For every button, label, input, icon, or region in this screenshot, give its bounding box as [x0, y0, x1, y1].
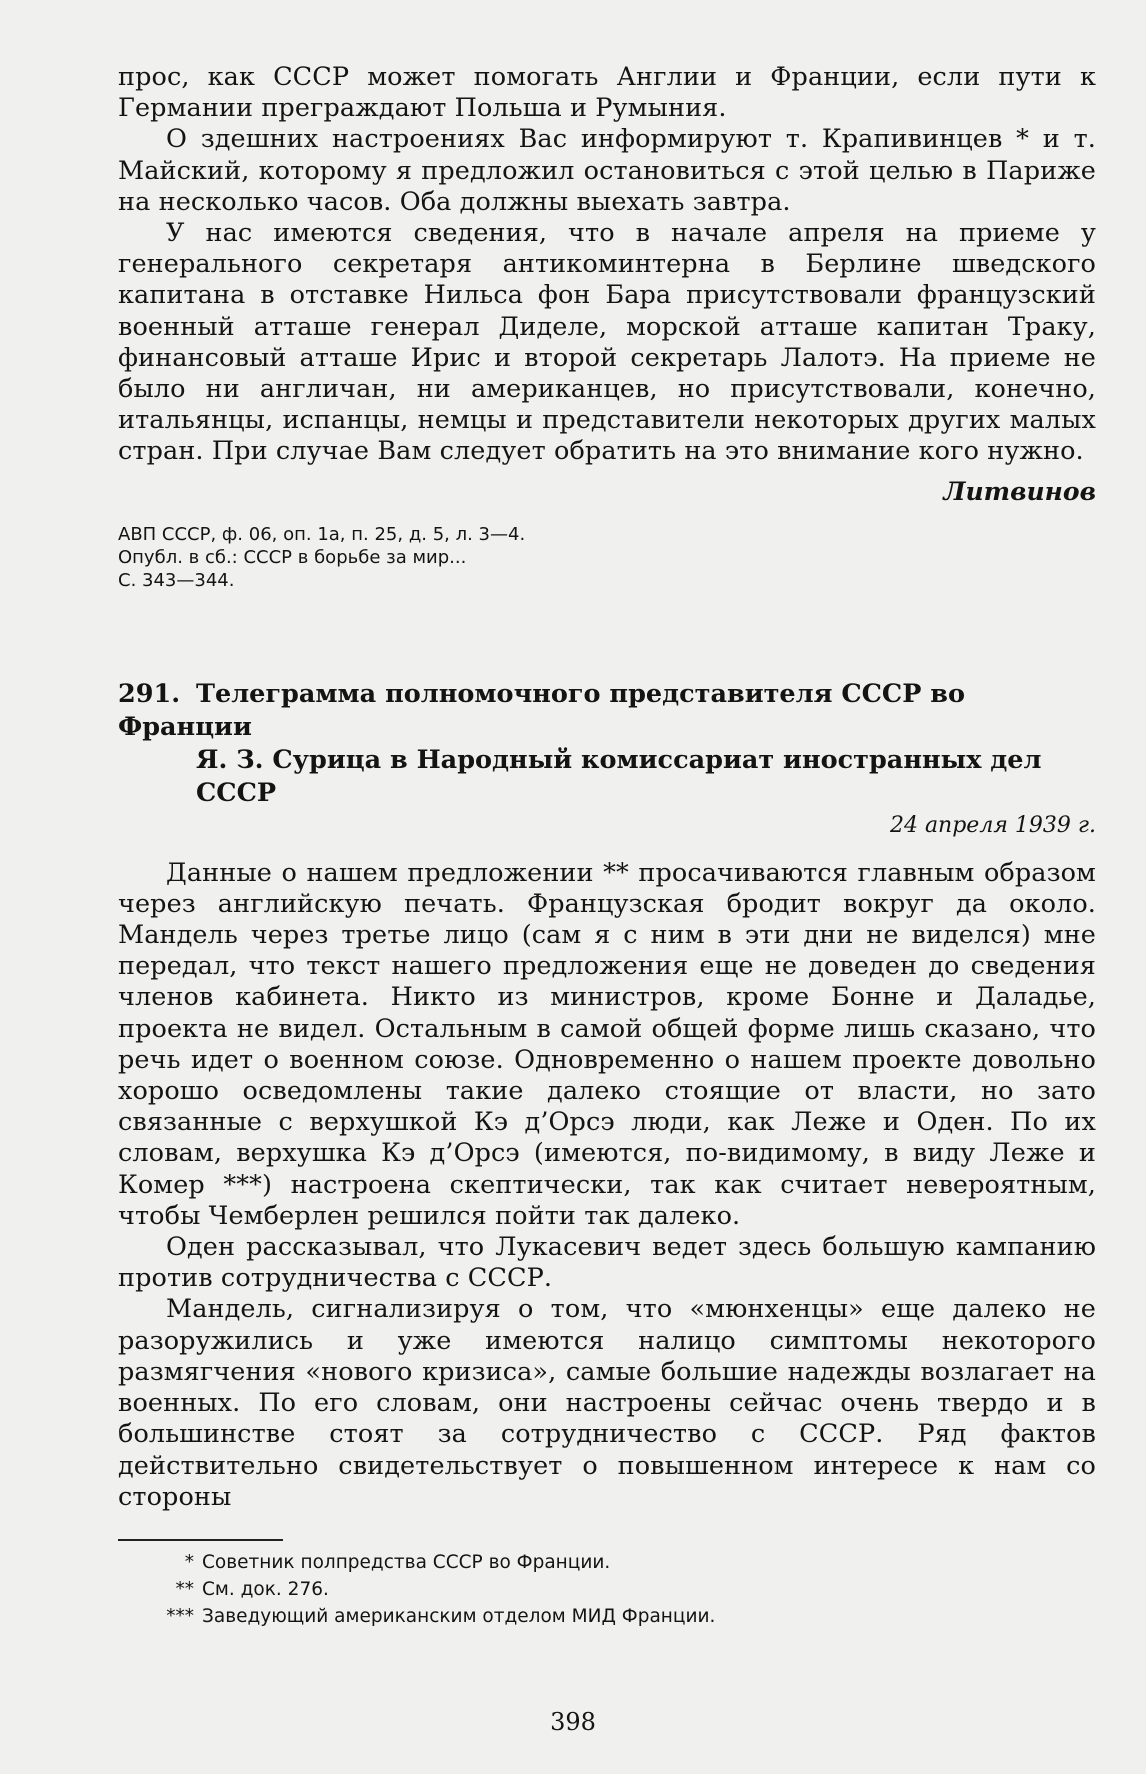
source-line-1: АВП СССР, ф. 06, оп. 1а, п. 25, д. 5, л. 3—4.	[118, 523, 526, 545]
footnote-mark: **	[175, 1578, 194, 1600]
footnote-text: Заведующий американским отделом МИД Франции.	[202, 1605, 716, 1627]
source-line-2: Опубл. в сб.: СССР в борьбе за мир...	[118, 546, 467, 568]
footnote-text: См. док. 276.	[202, 1578, 329, 1600]
document-title-line-1: Телеграмма полномочного представителя СССР во Франции	[118, 678, 965, 742]
document-paragraph-3: Мандель, сигнализируя о том, что «мюнхенцы» еще далеко не разоружились и уже имеются налицо симптомы некоторого размягчения «нового кризиса», самые большие надежды возлагает на военных. По его словам, они настроены сейчас очень твердо и в большинстве стоят за сотрудничество с СССР. Ряд фактов действительно свидетельствует о повышенном интересе к нам со стороны	[118, 1294, 1096, 1512]
footnote-divider	[118, 1539, 283, 1541]
continuation-paragraph-2: О здешних настроениях Вас информируют т. Крапивинцев * и т. Майский, которому я предложил остановиться с этой целью в Париже на несколько часов. Оба должны выехать завтра.	[118, 124, 1096, 217]
continuation-paragraph-3: У нас имеются сведения, что в начале апреля на приеме у генерального секретаря антикоминтерна в Берлине шведского капитана в отставке Нильса фон Бара присутствовали французский военный атташе генерал Диделе, морской атташе капитан Траку, финансовый атташе Ирис и второй секретарь Лалотэ. На приеме не было ни англичан, ни американцев, но присутствовали, конечно, итальянцы, испанцы, немцы и представители некоторых других малых стран. При случае Вам следует обратить на это внимание кого нужно.	[118, 218, 1096, 467]
document-number: 291.	[118, 678, 181, 709]
footnote-2	[118, 1576, 1096, 1603]
signature-litvinov: Литвинов	[943, 476, 1096, 506]
footnotes	[118, 1549, 1096, 1630]
document-paragraph-2: Оден рассказывал, что Лукасевич ведет здесь большую кампанию против сотрудничества с СССР.	[118, 1232, 1096, 1294]
footnote-mark: *	[184, 1551, 194, 1573]
document-heading	[118, 678, 1096, 810]
document-paragraph-1: Данные о нашем предложении ** просачиваются главным образом через английскую печать. Французская бродит вокруг да около. Мандель через третье лицо (сам я с ним в эти дни не виделся) мне передал, что текст нашего предложения еще не доведен до сведения членов кабинета. Никто из министров, кроме Бонне и Даладье, проекта не видел. Остальным в самой общей форме лишь сказано, что речь идет о военном союзе. Одновременно о нашем проекте довольно хорошо осведомлены такие далеко стоящие от власти, но зато связанные с верхушкой Кэ д’Орсэ люди, как Леже и Оден. По их словам, верхушка Кэ д’Орсэ (имеются, по-видимому, в виду Леже и Комер ***) настроена скептически, так как считает невероятным, чтобы Чемберлен решился пойти так далеко.	[118, 857, 1096, 1231]
archive-source	[118, 523, 1096, 592]
document-date: 24 апреля 1939 г.	[889, 812, 1096, 838]
continuation-paragraph-1: прос, как СССР может помогать Англии и Франции, если пути к Германии преграждают Польша и Румыния.	[118, 62, 1096, 124]
footnote-1	[118, 1549, 1096, 1576]
footnote-text: Советник полпредства СССР во Франции.	[202, 1551, 611, 1573]
footnote-3	[118, 1603, 1096, 1630]
document-title-line-2: Я. З. Сурица в Народный комиссариат иностранных дел СССР	[196, 744, 1042, 808]
footnote-mark: ***	[166, 1605, 194, 1627]
source-line-3: С. 343—344.	[118, 569, 235, 591]
heading-line-1	[118, 678, 1096, 744]
page-number: 398	[550, 1708, 596, 1736]
page-content	[118, 62, 1096, 1630]
